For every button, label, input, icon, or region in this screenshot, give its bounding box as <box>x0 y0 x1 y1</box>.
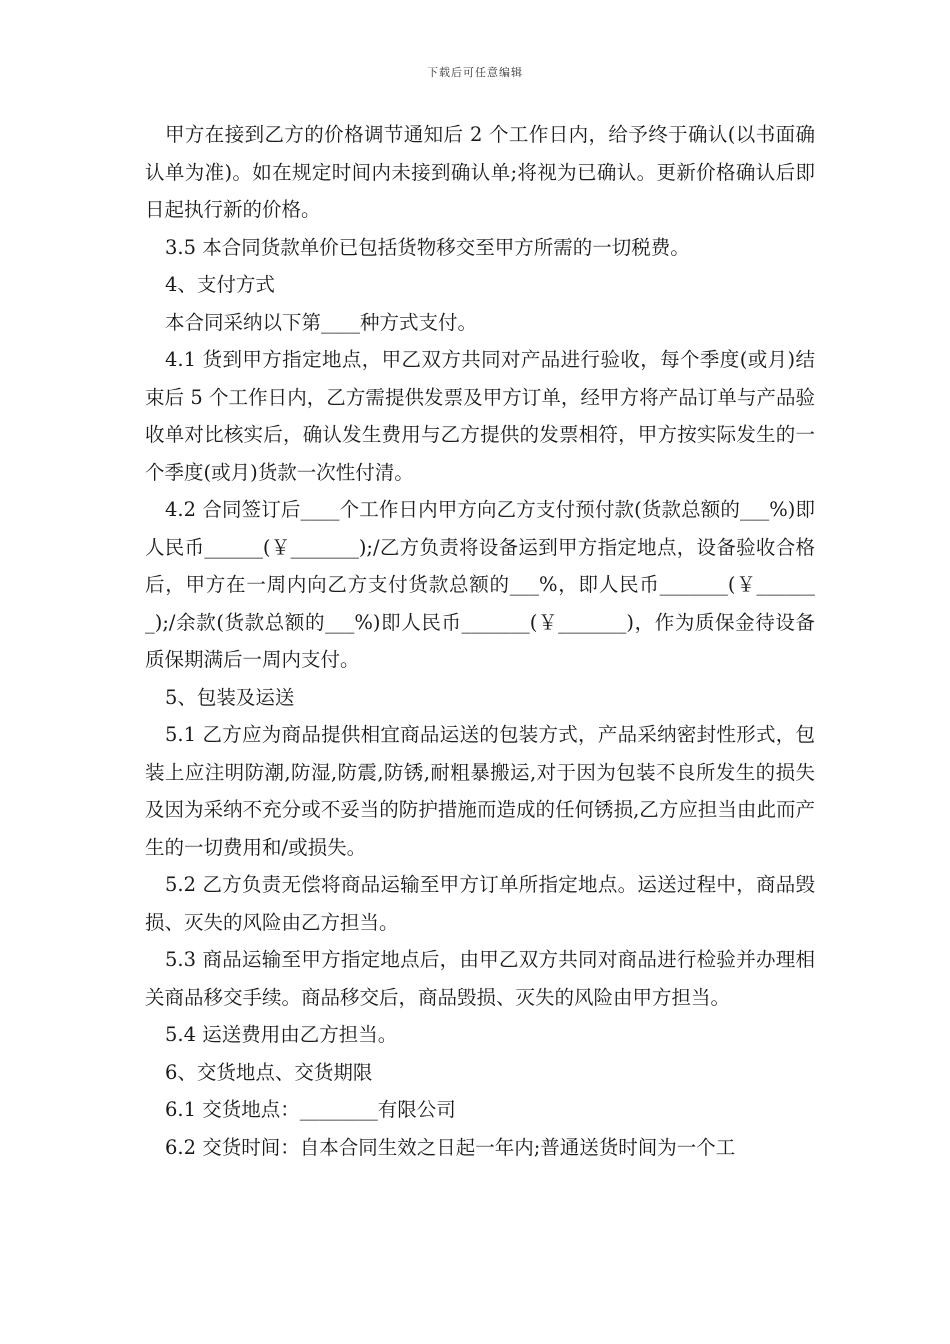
paragraph-6-2: 6.2 交货时间：自本合同生效之日起一年内;普通送货时间为一个工 <box>165 1135 736 1159</box>
paragraph-5-1: 5.1 乙方应为商品提供相宜商品运送的包装方式，产品采纳密封性形式，包装上应注明防潮,防湿,防震,防锈,耐粗暴搬运,对于因为包装不良所发生的损失及因为采纳不充分或不妥当的防护措施而造成的任何锈损,乙方应担当由此而产生的一切费用和/或损失。 <box>145 723 815 859</box>
paragraph-6-1: 6.1 交货地点：________有限公司 <box>165 1098 456 1121</box>
paragraph-5-2: 5.2 乙方负责无偿将商品运输至甲方订单所指定地点。运送过程中，商品毁损、灭失的风险由乙方担当。 <box>145 873 815 934</box>
page-header: 下载后可任意编辑 <box>427 66 523 79</box>
section-heading-packaging: 5、包装及运送 <box>165 685 295 709</box>
section-heading-payment: 4、支付方式 <box>165 273 275 296</box>
paragraph-payment-method: 本合同采纳以下第____种方式支付。 <box>165 310 478 334</box>
section-heading-delivery: 6、交货地点、交货期限 <box>165 1060 373 1084</box>
paragraph-4-2: 4.2 合同签订后____个工作日内甲方向乙方支付预付款(货款总额的___%)即人民币______(￥_______);/乙方负责将设备运到甲方指定地点，设备验收合格后，甲方在一周内向乙方支付货款总额的___%，即人民币_______(￥_______);/余款(货款总额的___%)即人民币_______(￥_______)，作为质保金待设备质保期满后一周内支付。 <box>145 498 815 671</box>
paragraph-4-1: 4.1 货到甲方指定地点，甲乙双方共同对产品进行验收，每个季度(或月)结束后 5 个工作日内，乙方需提供发票及甲方订单，经甲方将产品订单与产品验收单对比核实后，确认发生费用与乙方提供的发票相符，甲方按实际发生的一个季度(或月)货款一次性付清。 <box>145 348 815 484</box>
document-body <box>145 116 815 1166</box>
paragraph-price-confirmation: 甲方在接到乙方的价格调节通知后 2 个工作日内，给予终于确认(以书面确认单为准)。如在规定时间内未接到确认单;将视为已确认。更新价格确认后即日起执行新的价格。 <box>145 123 815 221</box>
paragraph-5-3: 5.3 商品运输至甲方指定地点后，由甲乙双方共同对商品进行检验并办理相关商品移交手续。商品移交后，商品毁损、灭失的风险由甲方担当。 <box>145 948 815 1009</box>
paragraph-3-5: 3.5 本合同货款单价已包括货物移交至甲方所需的一切税费。 <box>165 235 690 259</box>
paragraph-5-4: 5.4 运送费用由乙方担当。 <box>165 1023 398 1046</box>
